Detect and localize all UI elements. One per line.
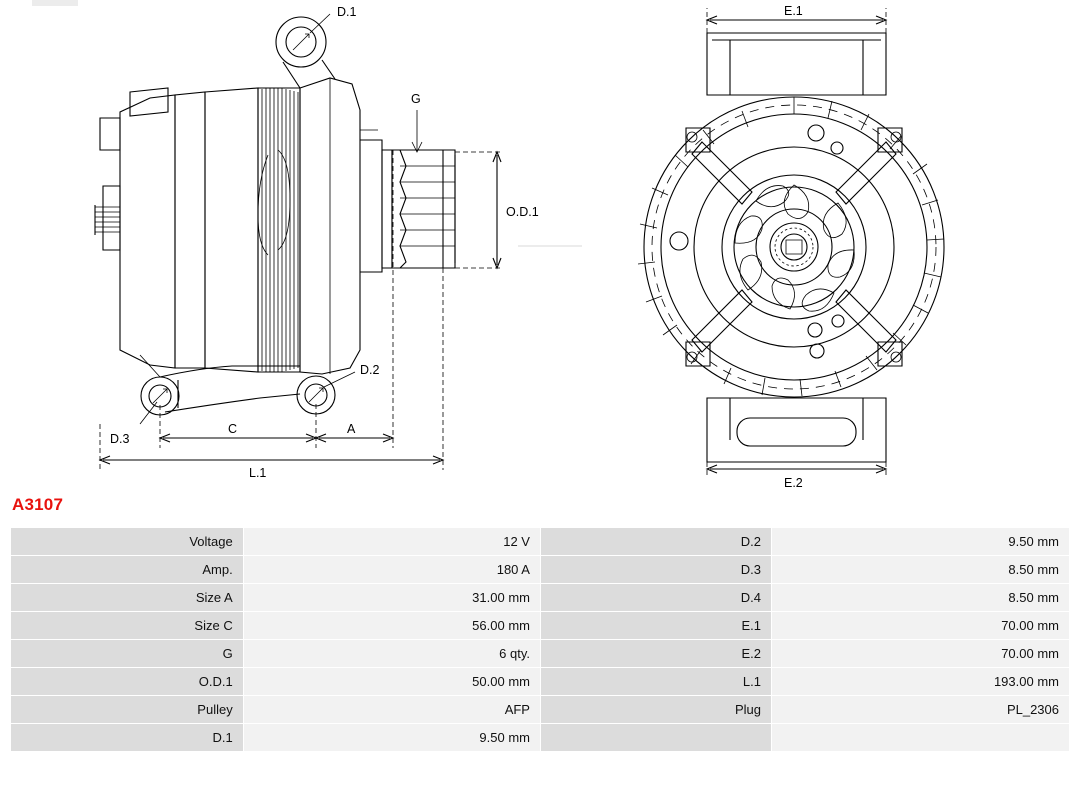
spec-label: Size C (11, 612, 244, 640)
spec-label: D.4 (540, 584, 771, 612)
label-c: C (228, 422, 238, 436)
label-od1: O.D.1 (506, 205, 539, 219)
spec-value: 70.00 mm (772, 612, 1070, 640)
part-number: A3107 (12, 495, 64, 514)
spec-label: E.1 (540, 612, 771, 640)
spec-label: G (11, 640, 244, 668)
spec-value: 8.50 mm (772, 556, 1070, 584)
spec-label: Size A (11, 584, 244, 612)
table-row (11, 556, 1070, 584)
label-e1: E.1 (784, 4, 803, 18)
spec-value: 70.00 mm (772, 640, 1070, 668)
spec-value: 50.00 mm (243, 668, 540, 696)
spec-value-empty (772, 724, 1070, 752)
label-l1: L.1 (249, 466, 267, 480)
table-row (11, 528, 1070, 556)
spec-value: 8.50 mm (772, 584, 1070, 612)
spec-label: Voltage (11, 528, 244, 556)
spec-value: 9.50 mm (772, 528, 1070, 556)
table-row (11, 668, 1070, 696)
spec-label: Pulley (11, 696, 244, 724)
label-d3: D.3 (110, 432, 130, 446)
specifications-table (10, 527, 1070, 752)
spec-value: 180 A (243, 556, 540, 584)
spec-label: O.D.1 (11, 668, 244, 696)
front-view-drawing (638, 4, 944, 490)
spec-value: 56.00 mm (243, 612, 540, 640)
spec-value: PL_2306 (772, 696, 1070, 724)
table-row (11, 612, 1070, 640)
label-d1: D.1 (337, 5, 357, 19)
spec-label: Amp. (11, 556, 244, 584)
table-row (11, 724, 1070, 752)
label-d2: D.2 (360, 363, 380, 377)
spec-label: D.2 (540, 528, 771, 556)
label-a: A (347, 422, 356, 436)
table-row (11, 640, 1070, 668)
spec-label: E.2 (540, 640, 771, 668)
spec-value: 12 V (243, 528, 540, 556)
spec-value: 9.50 mm (243, 724, 540, 752)
spec-value: AFP (243, 696, 540, 724)
label-e2: E.2 (784, 476, 803, 490)
spec-label: D.3 (540, 556, 771, 584)
spec-label: D.1 (11, 724, 244, 752)
spec-label: L.1 (540, 668, 771, 696)
spec-label-empty (540, 724, 771, 752)
label-g: G (411, 92, 421, 106)
spec-value: 31.00 mm (243, 584, 540, 612)
side-view-drawing (95, 5, 582, 480)
spec-value: 6 qty. (243, 640, 540, 668)
table-row (11, 696, 1070, 724)
spec-value: 193.00 mm (772, 668, 1070, 696)
spec-label: Plug (540, 696, 771, 724)
table-row (11, 584, 1070, 612)
